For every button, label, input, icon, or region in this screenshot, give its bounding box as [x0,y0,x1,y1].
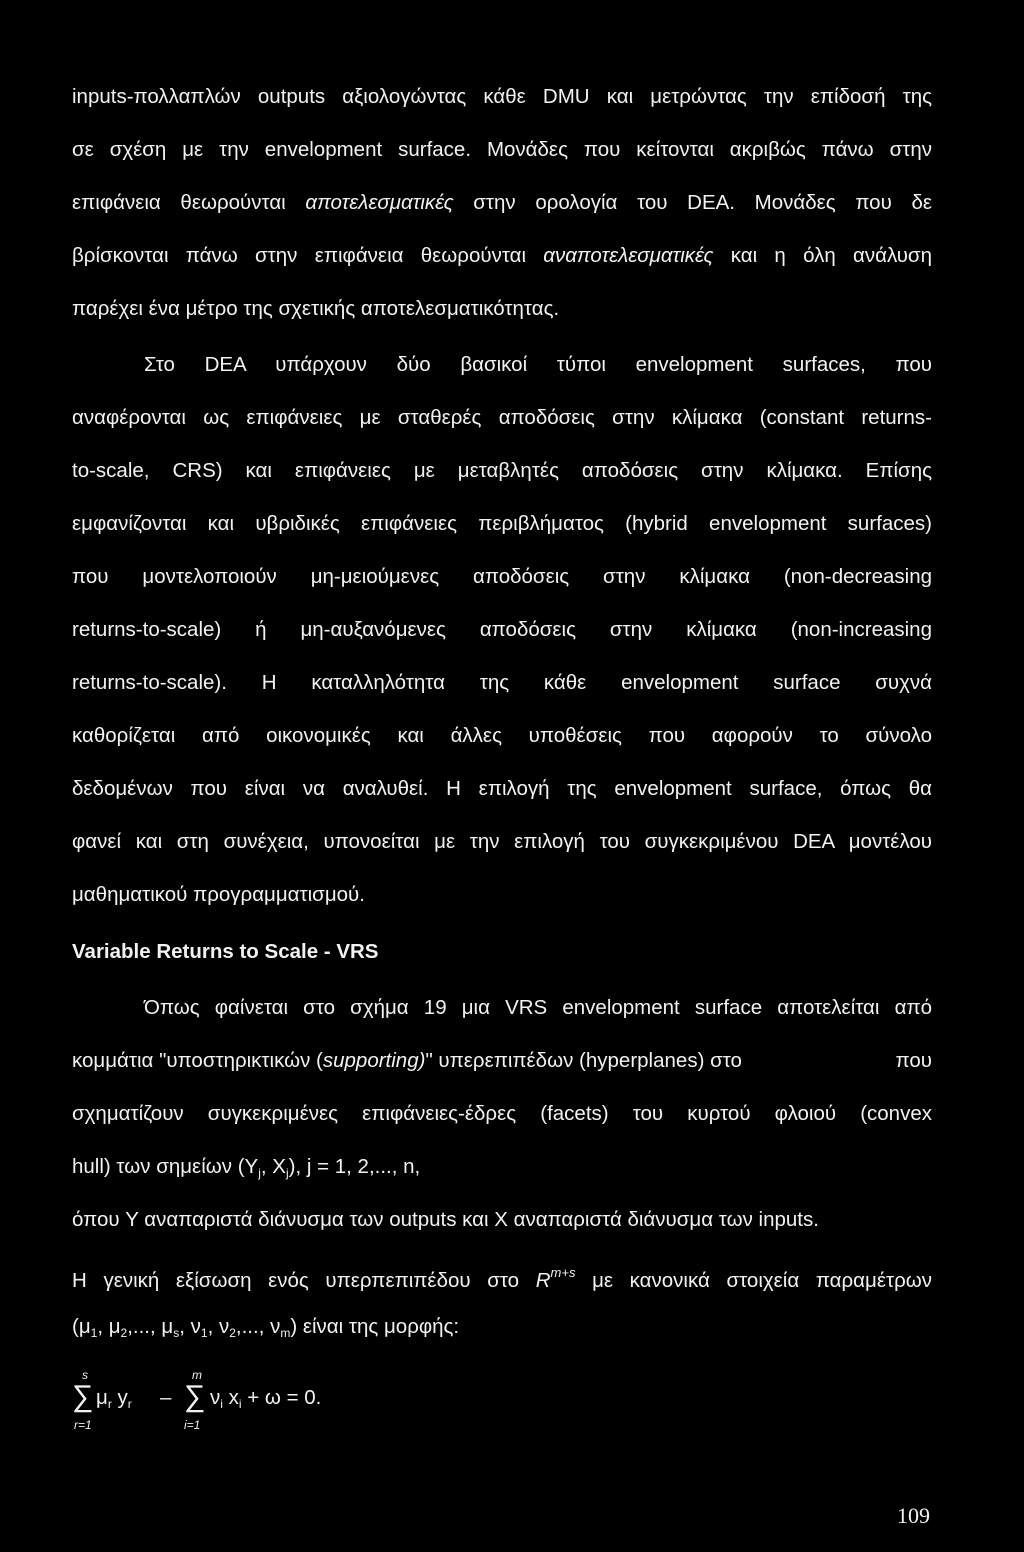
text-run: x [222,1386,239,1409]
minus-sign: – [160,1386,172,1409]
subscript: j [285,1166,289,1180]
paragraph-3-line-3: σχηματίζουν συγκεκριμένες επιφάνειες-έδρες (facets) του κυρτού φλοιού (convex [72,1102,932,1125]
paragraph-3-line-2 [72,1048,932,1074]
text-run: hull) των σημείων (Y [72,1155,259,1178]
paragraph-1-line-1: inputs-πολλαπλών outputs αξιολογώντας κάθε DMU και μετρώντας την επίδοσή της [72,85,932,108]
paragraph-2-line-5: που μοντελοποιούν μη-μειούμενες αποδόσεις στην κλίμακα (non-decreasing [72,565,932,588]
paragraph-1-line-2: σε σχέση με την envelopment surface. Μονάδες που κείτονται ακριβώς πάνω στην [72,138,932,161]
text-run: με κανονικά στοιχεία παραμέτρων [575,1269,932,1292]
text-run: (μ [72,1315,91,1338]
text-run: ν [210,1386,221,1409]
text-run: ,..., ν [235,1315,281,1338]
text-run: και η όλη ανάλυση [713,244,932,267]
text-run: μ [96,1386,108,1409]
italic-term: supporting) [322,1049,426,1072]
paragraph-1-line-5: παρέχει ένα μέτρο της σχετικής αποτελεσματικότητας. [72,297,560,320]
equation-term-1 [96,1386,132,1411]
paragraph-1-line-3 [72,190,932,216]
sum-lower-limit: r=1 [74,1418,92,1432]
paragraph-2-line-8: καθορίζεται από οικονομικές και άλλες υποθέσεις που αφορούν το σύνολο [72,724,932,747]
text-run: + ω = 0. [241,1386,322,1409]
paragraph-2-line-4: εμφανίζονται και υβριδικές επιφάνειες περιβλήματος (hybrid envelopment surfaces) [72,512,932,535]
subscript: 1 [90,1326,98,1340]
subscript: s [173,1326,180,1340]
subscript: j [258,1166,261,1180]
text-run: κομμάτια "υποστηρικτικών ( [72,1049,323,1072]
paragraph-2-line-7: returns-to-scale). Η καταλληλότητα της κάθε envelopment surface συχνά [72,671,932,694]
italic-term: αναποτελεσματικές [543,244,714,267]
sum-lower-limit: i=1 [184,1418,201,1432]
text-run: ,..., μ [127,1315,174,1338]
paragraph-2-line-9: δεδομένων που είναι να αναλυθεί. Η επιλογή της envelopment surface, όπως θα [72,777,932,800]
paragraph-2-line-10: φανεί και στη συνέχεια, υπονοείται με την επιλογή του συγκεκριμένου DEA μοντέλου [72,830,932,853]
equation-term-2 [210,1386,321,1411]
text-run: που [895,1049,932,1072]
sum-upper-limit: m [192,1368,202,1382]
paragraph-2-line-11: μαθηματικού προγραμματισμού. [72,883,365,906]
paragraph-3-line-6 [72,1260,932,1294]
paragraph-3-line-5: όπου Y αναπαριστά διάνυσμα των outputs και X αναπαριστά διάνυσμα των inputs. [72,1208,819,1231]
text-run: , ν [179,1315,201,1338]
subscript: 2 [120,1326,128,1340]
paragraph-3-line-4 [72,1154,932,1186]
superscript: m+s [550,1265,576,1280]
paragraph-2-line-3: to-scale, CRS) και επιφάνειες με μεταβλητές αποδόσεις στην κλίμακα. Επίσης [72,459,932,482]
paragraph-3-line-7 [72,1314,932,1346]
subscript: i [238,1397,242,1411]
text-run: " υπερεπιπέδων (hyperplanes) στο [425,1049,742,1072]
text-run: , ν [207,1315,230,1338]
subscript: m [280,1326,291,1340]
sum-upper-limit: s [82,1368,88,1382]
text-run: επιφάνεια θεωρούνται [72,191,306,214]
italic-term: αποτελεσματικές [305,191,454,214]
paragraph-2-line-1: Στο DEA υπάρχουν δύο βασικοί τύποι envelopment surfaces, που [144,353,932,376]
text-run: ), j = 1, 2,..., n, [288,1155,421,1178]
subscript: r [107,1397,112,1411]
paragraph-2-line-6: returns-to-scale) ή μη-αυξανόμενες αποδόσεις στην κλίμακα (non-increasing [72,618,932,641]
hyperplane-equation [72,1368,472,1438]
page-number: 109 [897,1503,930,1528]
text-run: , μ [97,1315,121,1338]
subscript: 2 [229,1326,236,1340]
sum-symbol: ∑ [72,1380,94,1413]
subscript: 1 [200,1326,208,1340]
text-run: στην ορολογία του DEA. Μονάδες που δε [453,191,932,214]
sum-symbol: ∑ [184,1380,206,1413]
subscript: i [220,1397,223,1411]
paragraph-1-line-4 [72,243,932,269]
text-run: Η γενική εξίσωση ενός υπερπεπιπέδου στο [72,1269,536,1292]
italic-term: R [535,1269,551,1292]
paragraph-2-line-2: αναφέρονται ως επιφάνειες με σταθερές αποδόσεις στην κλίμακα (constant returns- [72,406,932,429]
text-run: βρίσκονται πάνω στην επιφάνεια θεωρούνται [72,244,544,267]
paragraph-3-line-1: Όπως φαίνεται στο σχήμα 19 μια VRS envelopment surface αποτελείται από [144,996,932,1019]
section-heading: Variable Returns to Scale - VRS [72,940,379,963]
text-run: , X [260,1155,286,1178]
text-run: y [111,1386,128,1409]
text-run: ) είναι της μορφής: [290,1315,460,1338]
subscript: r [127,1397,132,1411]
